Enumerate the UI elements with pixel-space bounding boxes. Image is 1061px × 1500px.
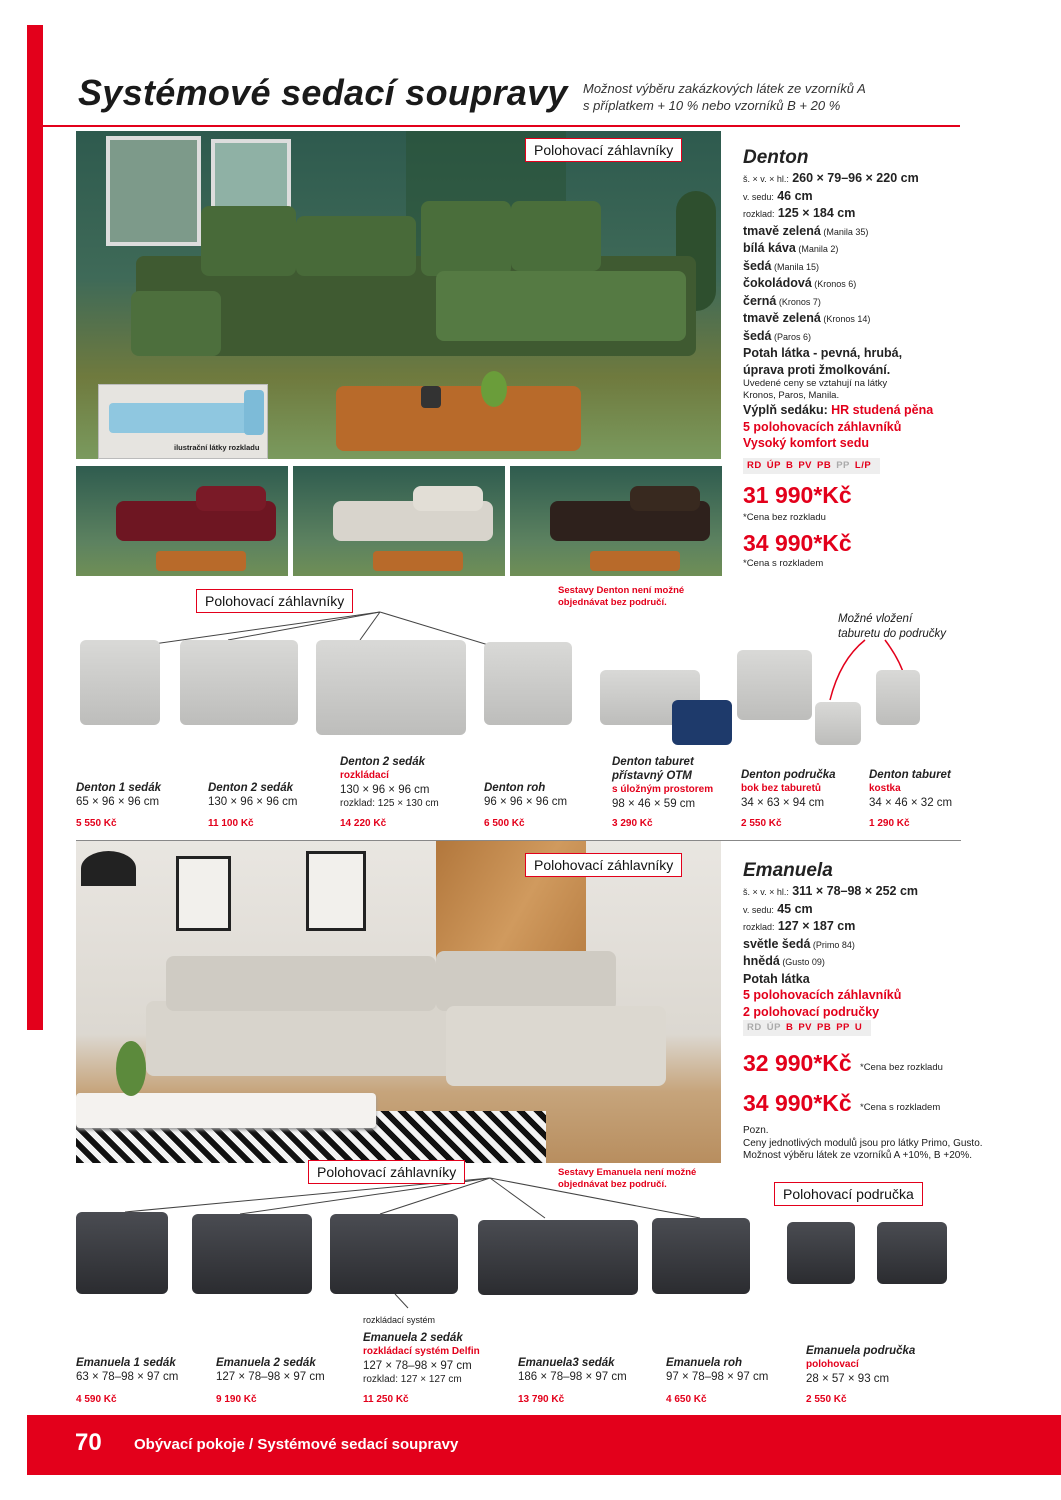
- denton-cube-image: [876, 670, 920, 725]
- module-price: 5 550 Kč: [76, 818, 117, 829]
- module-dims: 98 × 46 × 59 cm: [612, 798, 696, 810]
- color-option: světle šedá (Primo 84): [743, 936, 855, 951]
- module-name: Denton 2 sedák: [208, 782, 293, 794]
- price-note: *Cena s rozkladem: [743, 558, 824, 569]
- emanuela-price-no-bed: 32 990*Kč: [743, 1050, 852, 1076]
- fabric-note: Uvedené ceny se vztahují na látky: [743, 378, 888, 389]
- upholstery: Potah látka: [743, 971, 810, 986]
- module-name: Denton područka: [741, 769, 836, 781]
- module-price: 4 650 Kč: [666, 1394, 707, 1405]
- color-option: šedá (Paros 6): [743, 328, 812, 343]
- seat-row: v. sedu: 46 cm: [743, 188, 813, 203]
- color-option: tmavě zelená (Manila 35): [743, 223, 869, 238]
- color-option: černá (Kronos 7): [743, 293, 821, 308]
- module-extra: bok bez taburetů: [741, 783, 822, 794]
- module-name: Denton roh: [484, 782, 546, 794]
- page-footer: [27, 1415, 1061, 1475]
- module-dims: 130 × 96 × 96 cm: [208, 796, 298, 808]
- module-price: 13 790 Kč: [518, 1394, 565, 1405]
- feature-badge: RD: [747, 460, 762, 471]
- module-dims: 28 × 57 × 93 cm: [806, 1373, 890, 1385]
- denton-2-seat-image: [180, 640, 298, 725]
- emanuela-1-seat-image: [76, 1212, 168, 1294]
- denton-1-seat-image: [80, 640, 160, 725]
- feature-badge: L/P: [854, 460, 872, 471]
- module-name: Emanuela područka: [806, 1345, 916, 1357]
- module-price: 9 190 Kč: [216, 1394, 257, 1405]
- module-name: přístavný OTM: [612, 770, 692, 782]
- module-dims: 97 × 78–98 × 97 cm: [666, 1371, 769, 1383]
- denton-order-notice: Sestavy Denton není možné objednávat bez područí.: [558, 585, 685, 608]
- feature-badge: ÚP: [766, 1022, 781, 1033]
- denton-price-no-bed: 31 990*Kč: [743, 482, 852, 508]
- feature-badge: PV: [798, 1022, 812, 1033]
- emanuela-modules-headrest-tag: Polohovací záhlavníky: [308, 1160, 465, 1184]
- module-price: 14 220 Kč: [340, 818, 387, 829]
- denton-cube-in-armrest-image: [815, 702, 861, 745]
- module-dims: 186 × 78–98 × 97 cm: [518, 1371, 627, 1383]
- feature-badge: B: [785, 460, 794, 471]
- denton-armrest-image: [737, 650, 812, 720]
- denton-2-seat-bed-image: [316, 640, 466, 735]
- feature-badge: RD: [747, 1022, 762, 1033]
- feature: 5 polohovacích záhlavníků: [743, 419, 902, 434]
- denton-headrest-tag: Polohovací záhlavníky: [525, 138, 682, 162]
- color-option: šedá (Manila 15): [743, 258, 820, 273]
- module-dims: 96 × 96 × 96 cm: [484, 796, 568, 808]
- module-name: Denton taburet: [869, 769, 951, 781]
- module-label: [363, 1331, 480, 1387]
- feature-badge: ÚP: [766, 460, 781, 471]
- module-extra: rozkládací systém Delfin: [363, 1346, 480, 1357]
- emanuela-main-photo: [76, 841, 721, 1163]
- page-number: 70: [75, 1429, 102, 1456]
- color-option: hnědá (Gusto 09): [743, 954, 825, 968]
- subtitle-line: Možnost výběru zakázkových látek ze vzorníků A: [583, 81, 866, 96]
- module-label: [806, 1344, 915, 1386]
- feature-badge: PP: [836, 1022, 850, 1033]
- inset-caption: ilustrační látky rozkladu: [174, 443, 260, 452]
- emanuela-spec: [743, 859, 1033, 1020]
- price-note: *Cena bez rozkladu: [860, 1062, 943, 1073]
- emanuela-price-with-bed: 34 990*Kč: [743, 1090, 852, 1116]
- module-name: Emanuela 1 sedák: [76, 1357, 176, 1369]
- module-price: 2 550 Kč: [806, 1394, 847, 1405]
- module-price: 2 550 Kč: [741, 818, 782, 829]
- module-bed: rozklad: 125 × 130 cm: [340, 798, 439, 809]
- module-dims: 127 × 78–98 × 97 cm: [216, 1371, 325, 1383]
- module-price: 11 100 Kč: [208, 818, 254, 829]
- denton-corner-image: [484, 642, 572, 725]
- module-price: 4 590 Kč: [76, 1394, 117, 1405]
- bed-row: rozklad: 125 × 184 cm: [743, 206, 856, 220]
- module-label: [76, 1356, 178, 1384]
- module-label: [216, 1356, 325, 1384]
- module-extra: polohovací: [806, 1359, 859, 1370]
- emanuela-armrest-open-image: [877, 1222, 947, 1284]
- module-label: [208, 781, 298, 809]
- module-label: [518, 1356, 627, 1384]
- module-dims: 127 × 78–98 × 97 cm: [363, 1360, 472, 1372]
- emanuela-note: Pozn. Ceny jednotlivých modulů jsou pro látky Primo, Gusto. Možnost výběru látek ze vzorníků A +10%, B +20%.: [743, 1125, 983, 1161]
- emanuela-badges: [743, 1020, 871, 1036]
- module-dims: 63 × 78–98 × 97 cm: [76, 1371, 179, 1383]
- module-price: 3 290 Kč: [612, 818, 653, 829]
- module-label: [741, 768, 836, 810]
- feature: 2 polohovací područky: [743, 1004, 880, 1019]
- bed-row: rozklad: 127 × 187 cm: [743, 919, 856, 933]
- module-price: 6 500 Kč: [484, 818, 525, 829]
- breadcrumb: Obývací pokoje / Systémové sedací soupravy: [134, 1436, 459, 1453]
- module-extra: rozkládací: [340, 770, 389, 781]
- module-label: [666, 1356, 768, 1384]
- fabric-note: Kronos, Paros, Manila.: [743, 390, 840, 401]
- module-label: [340, 755, 439, 811]
- color-option: tmavě zelená (Kronos 14): [743, 311, 871, 325]
- feature-badge: PB: [817, 460, 832, 471]
- color-option: čokoládová (Kronos 6): [743, 276, 857, 290]
- feature-badge: PB: [817, 1022, 832, 1033]
- page-title: Systémové sedací soupravy: [78, 72, 568, 113]
- emanuela-2-seat-bed-image: [330, 1214, 458, 1294]
- product-name: Denton: [743, 147, 809, 168]
- upholstery: úprava proti žmolkování.: [743, 362, 891, 377]
- emanuela-armrest-tag: Polohovací područka: [774, 1182, 923, 1206]
- product-name: Emanuela: [743, 860, 833, 881]
- emanuela-3-seat-image: [478, 1220, 638, 1295]
- module-price: 11 250 Kč: [363, 1394, 409, 1405]
- color-option: bílá káva (Manila 2): [743, 241, 839, 255]
- subtitle-line: s příplatkem + 10 % nebo vzorníků B + 20 %: [583, 98, 841, 113]
- module-extra: s úložným prostorem: [612, 784, 714, 795]
- ottoman-note: Možné vložení taburetu do područky: [838, 613, 947, 640]
- module-extra: kostka: [869, 783, 901, 794]
- module-label: [76, 781, 161, 809]
- module-price: 1 290 Kč: [869, 818, 910, 829]
- emanuela-corner-image: [652, 1218, 750, 1294]
- feature: Vysoký komfort sedu: [743, 436, 869, 450]
- module-label: [484, 781, 567, 809]
- module-bed: rozklad: 127 × 127 cm: [363, 1374, 462, 1385]
- storage-box-image: [672, 700, 732, 745]
- module-name: Emanuela3 sedák: [518, 1357, 615, 1369]
- bed-system-note: rozkládací systém: [363, 1315, 436, 1325]
- module-name: Emanuela 2 sedák: [216, 1357, 316, 1369]
- module-dims: 65 × 96 × 96 cm: [76, 796, 160, 808]
- emanuela-headrest-tag: Polohovací záhlavníky: [525, 853, 682, 877]
- price-note: *Cena bez rozkladu: [743, 512, 826, 523]
- module-name: Denton 2 sedák: [340, 756, 425, 768]
- module-dims: 34 × 46 × 32 cm: [869, 797, 953, 809]
- emanuela-2-seat-image: [192, 1214, 312, 1294]
- upholstery: Potah látka - pevná, hrubá,: [743, 346, 903, 360]
- emanuela-armrest-image: [787, 1222, 855, 1284]
- module-name: Denton 1 sedák: [76, 782, 161, 794]
- feature-badge: PV: [798, 460, 812, 471]
- module-dims: 130 × 96 × 96 cm: [340, 784, 430, 796]
- module-label: [612, 755, 713, 811]
- feature: 5 polohovacích záhlavníků: [743, 988, 902, 1002]
- denton-price-with-bed: 34 990*Kč: [743, 530, 852, 556]
- module-name: Denton taburet: [612, 756, 694, 768]
- seat-row: v. sedu: 45 cm: [743, 901, 813, 916]
- price-note: *Cena s rozkladem: [860, 1102, 941, 1113]
- feature-badge: U: [854, 1022, 863, 1033]
- dims-row: š. × v. × hl.: 311 × 78–98 × 252 cm: [743, 884, 919, 898]
- module-label: [869, 768, 952, 810]
- emanuela-order-notice: Sestavy Emanuela není možné objednávat bez područí.: [558, 1167, 697, 1190]
- module-name: Emanuela roh: [666, 1357, 743, 1369]
- module-name: Emanuela 2 sedák: [363, 1332, 463, 1344]
- filling-row: Výplň sedáku: HR studená pěna: [743, 403, 934, 417]
- color-list: [743, 936, 1033, 971]
- feature-badge: PP: [836, 460, 850, 471]
- dims-row: š. × v. × hl.: 260 × 79–96 × 220 cm: [743, 171, 919, 185]
- feature-badge: B: [785, 1022, 794, 1033]
- module-dims: 34 × 63 × 94 cm: [741, 797, 825, 809]
- denton-modules-headrest-tag: Polohovací záhlavníky: [196, 589, 353, 613]
